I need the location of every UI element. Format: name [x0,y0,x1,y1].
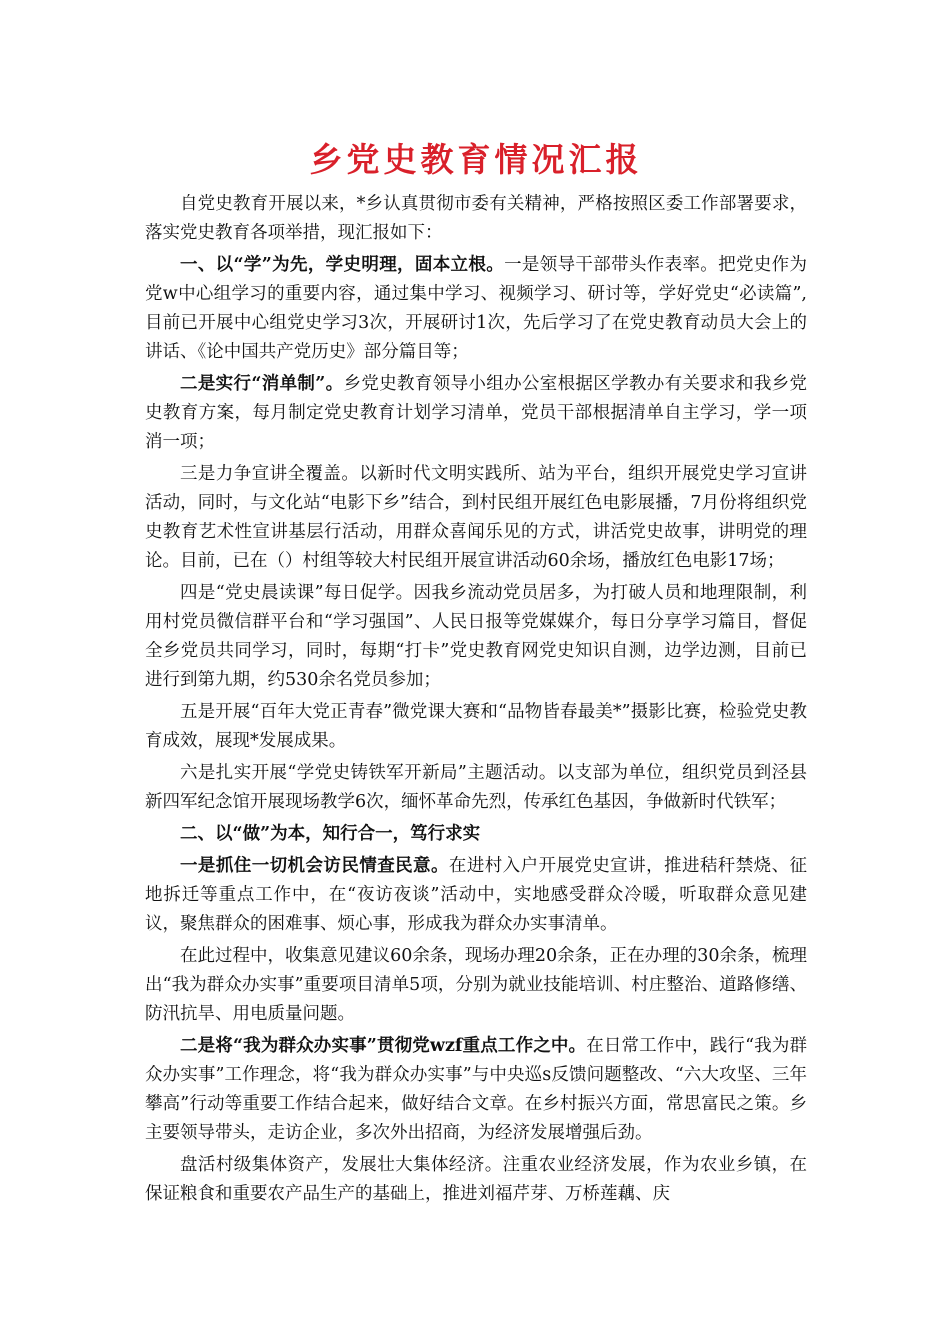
paragraph-text: 三是力争宣讲全覆盖。以新时代文明实践所、站为平台，组织开展党史学习宣讲活动，同时，与文化站“电影下乡”结合，到村民组开展红色电影展播，7月份将组织党史教育艺术性宣讲基层行活动，用群众喜闻乐见的方式，讲活党史故事，讲明党的理论。目前，已在（）村组等较大村民组开展宣讲活动60余场，播放红色电影17场； [145,464,807,571]
paragraph-text: 四是“党史晨读课”每日促学。因我乡流动党员居多，为打破人员和地理限制，利用村党员微信群平台和“学习强国”、人民日报等党媒媒介，每日分享学习篇目，督促全乡党员共同学习，同时，每期“打卡”党史教育网党史知识自测，边学边测，目前已进行到第九期，约530余名党员参加； [145,583,807,690]
paragraph-item [145,579,807,695]
document-page [145,130,807,1212]
paragraph-item [145,370,807,457]
paragraph-text: 在进村入户开展党史宣讲，推进秸秆禁烧、征地拆迁等重点工作中，在“夜访夜谈”活动中，实地感受群众冷暖，听取群众意见建议，聚焦群众的困难事、烦心事，形成我为群众办实事清单。 [145,856,808,934]
paragraph-heading: 一、以“学”为先，学史明理，固本立根。 [180,255,505,275]
paragraph-intro [145,190,807,248]
document-title: 乡党史教育情况汇报 [309,140,643,179]
paragraph-text: 自党史教育开展以来，*乡认真贯彻市委有关精神，严格按照区委工作部署要求，落实党史教育各项举措，现汇报如下： [145,194,807,243]
paragraph-text: 六是扎实开展“学党史铸铁军开新局”主题活动。以支部为单位，组织党员到泾县新四军纪念馆开展现场教学6次，缅怀革命先烈，传承红色基因，争做新时代铁军； [145,763,807,812]
paragraph-text: 在此过程中，收集意见建议60余条，现场办理20余条，正在办理的30余条，梳理出“我为群众办实事”重要项目清单5项，分别为就业技能培训、村庄整治、道路修缮、防汛抗旱、用电质量问题。 [145,946,807,1024]
paragraph-text: 一是领导干部带头作表率。把党史作为党w中心组学习的重要内容，通过集中学习、视频学习、研讨等，学好党史“必读篇”,目前已开展中心组党史学习3次，开展研讨1次，先后学习了在党史教育动员大会上的讲话、《论中国共产党历史》部分篇目等； [145,255,807,362]
paragraph-heading: 二是实行“消单制”。 [180,374,344,394]
paragraph-item [145,759,807,817]
paragraph-item [145,698,807,756]
paragraph-item [145,1032,807,1148]
paragraph-heading: 二、以“做”为本，知行合一，笃行求实 [180,824,481,844]
paragraph-text: 在日常工作中，践行“我为群众办实事”工作理念，将“我为群众办实事”与中央巡s反馈问题整改、“六大攻坚、三年攀高”行动等重要工作结合起来，做好结合文章。在乡村振兴方面，常思富民之策。乡主要领导带头，走访企业，多次外出招商，为经济发展增强后劲。 [145,1036,807,1143]
paragraph-item [145,1151,807,1209]
paragraph-heading: 一是抓住一切机会访民情查民意。 [180,856,449,876]
paragraph-text: 五是开展“百年大党正青春”微党课大赛和“品物皆春最美*”摄影比赛，检验党史教育成效，展现*发展成果。 [145,702,807,751]
paragraph-item [145,942,807,1029]
paragraph-text: 乡党史教育领导小组办公室根据区学教办有关要求和我乡党史教育方案，每月制定党史教育计划学习清单，党员干部根据清单自主学习，学一项消一项； [145,374,808,452]
paragraph-text: 盘活村级集体资产，发展壮大集体经济。注重农业经济发展，作为农业乡镇，在保证粮食和重要农产品生产的基础上，推进刘福芹芽、万桥莲藕、庆 [145,1155,807,1204]
paragraph-item [145,852,807,939]
paragraph-section-1 [145,251,807,367]
paragraph-item [145,460,807,576]
section-heading-2 [145,820,807,849]
paragraph-heading: 二是将“我为群众办实事”贯彻党wzf重点工作之中。 [180,1036,587,1056]
